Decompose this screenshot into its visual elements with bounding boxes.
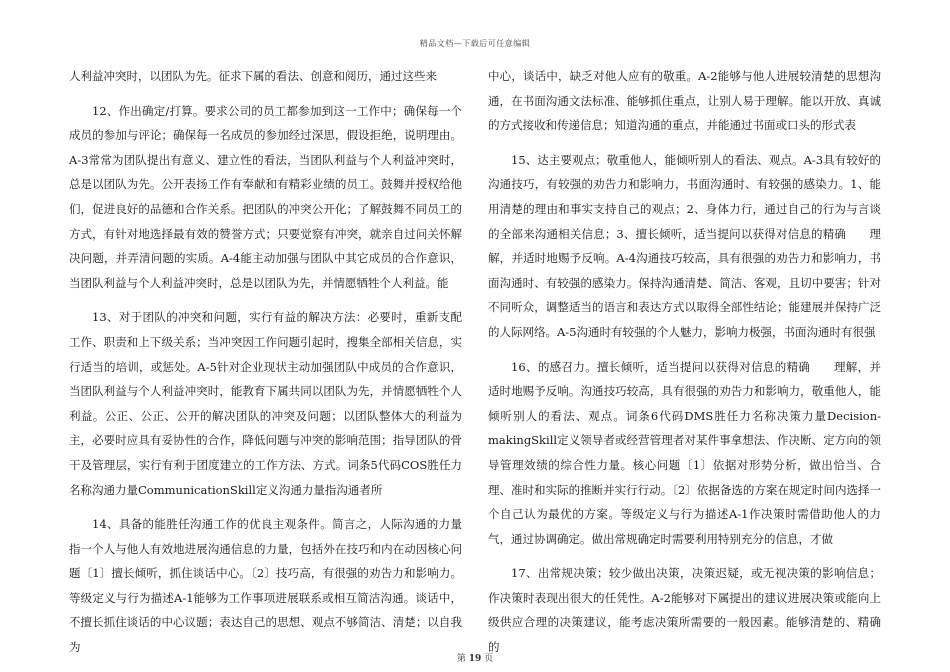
- paragraph: 中心，谈话中，缺乏对他人应有的敬重。A-2能够与他人进展较清楚的思想沟通，在书面沟通文法标准、能够抓住重点，让别人易于理解。能以开放、真诚的方式接收和传递信息；知道沟通的重点，并能通过书面或口头的形式表: [488, 69, 881, 133]
- page-number: 19: [468, 654, 482, 664]
- page-footer: [0, 651, 950, 664]
- page-header: 精品文档—下载后可任意编辑: [419, 39, 531, 48]
- footer-suffix: 页: [484, 654, 494, 664]
- paragraph: 13、对于团队的冲突和问题，实行有益的解决方法：必要时，重新支配工作、职责和上下级关系；当冲突因工作问题引起时，搜集全部相关信息，实行适当的培训，或惩处。A-5针对企业现状主动加强团队中成员的合作意识，当团队利益与个人利益冲突时，能教育下属共同以团队为先，并情愿牺牲个人利益。公正、公正、公开的解决团队的冲突及问题；以团队整体大的利益为主，必要时应具有妥协性的合作，降低问题与冲突的影响范围；指导团队的骨干及管理层，实行有利于团度建立的工作方法、方式。词条5代码COS胜任力名称沟通力量CommunicationSkill定义沟通力量指沟通者所: [69, 310, 462, 497]
- paragraph: 12、作出确定/打算。要求公司的员工都参加到这一工作中；确保每一个成员的参加与评论；确保每一名成员的参加经过深思，假设拒绝，说明理由。A-3常常为团队提出有意义、建立性的看法，当团队利益与个人利益冲突时，总是以团队为先。公开表扬工作有奉献和有精彩业绩的员工。鼓舞并授权给他们，促进良好的品德和合作关系。把团队的冲突公开化；了解鼓舞不同员工的方式，有针对地选择最有效的赞誉方式；只要觉察有冲突，就亲自过问关怀解决问题，并弄清问题的实质。A-4能主动加强与团队中其它成员的合作意识，当团队利益与个人利益冲突时，总是以团队为先，并情愿牺牲个人利益。能: [69, 103, 462, 290]
- paragraph: 15、达主要观点；敬重他人，能倾听别人的看法、观点。A-3具有较好的沟通技巧，有较强的劝告力和影响力，书面沟通时、有较强的感染力。1、能用清楚的理由和事实支持自己的观点；2、身体力行，通过自己的行为与言谈的全部来沟通相关信息；3、擅长倾听，适当提问以获得对信息的精确 理解，并适时地赐予反响。A-4沟通技巧较高，具有很强的劝告力和影响力，书面沟通时、有较强的感染力。保持沟通清楚、简洁、客观，且切中要害；针对不同听众，调整适当的语言和表达方式以取得全部性结论；能建展并保持广泛的人际网络。A-5沟通时有较强的个人魅力，影响力极强，书面沟通时有很强: [488, 152, 881, 339]
- right-column: [488, 64, 904, 660]
- left-column: [69, 64, 462, 660]
- paragraph: 14、具备的能胜任沟通工作的优良主观条件。简言之，人际沟通的力量指一个人与他人有效地进展沟通信息的力量，包括外在技巧和内在动因核心问题〔1〕擅长倾听，抓住谈话中心。〔2〕技巧高，有很强的劝告力和影响力。等级定义与行为描述A-1能够为工作事项进展联系或相互简洁沟通。谈话中，不擅长抓住谈话的中心议题；表达自己的思想、观点不够简洁、清楚；以自我为: [69, 517, 462, 655]
- footer-prefix: 第: [456, 654, 466, 664]
- paragraph: 16、的感召力。擅长倾听，适当提问以获得对信息的精确 理解，并适时地赐予反响。沟通技巧较高，具有很强的劝告力和影响力，敬重他人，能倾听别人的看法、观点。词条6代码DMS胜任力名称决策力量Decision-makingSkill定义领导者或经营管理者对某件事拿想法、作决断、定方向的领导管理效绩的综合性力量。核心问题〔1〕依据对形势分析，做出恰当、合理、准时和实际的推断并实行行动。〔2〕依据备选的方案在规定时间内选择一个自己认为最优的方案。等级定义与行为描述A-1作决策时需借助他人的力气，通过协调确定。做出常规确定时需要利用特别充分的信息，才做: [488, 359, 881, 546]
- paragraph: 17、出常规决策；较少做出决策，决策迟疑，或无视决策的影响信息；作决策时表现出很大的任凭性。A-2能够对下属提出的建议进展决策或能向上级供应合理的决策建议，能考虑决策所需要的一般因素。能够清楚的、精确 的: [488, 566, 904, 655]
- paragraph: 人利益冲突时，以团队为先。征求下属的看法、创意和阅历，通过这些来: [69, 69, 437, 83]
